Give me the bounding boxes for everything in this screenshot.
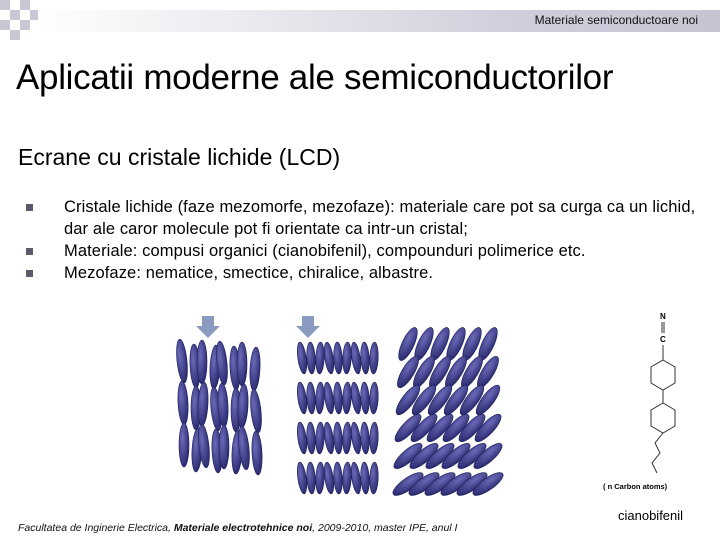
molecule-ellipse [360, 462, 370, 494]
chiral-phase [390, 325, 506, 499]
molecule-ellipse [360, 422, 370, 454]
molecule-ellipse [323, 422, 336, 455]
bullet-item [20, 240, 700, 262]
molecule-ellipse [197, 382, 209, 426]
molecule-ellipse [315, 462, 325, 494]
molecule-ellipse [342, 342, 352, 374]
molecule-ellipse [306, 382, 316, 414]
molecule-ellipse [251, 431, 263, 475]
molecule-ellipse [333, 342, 343, 374]
molecule-ellipse [360, 342, 370, 374]
molecule-ellipse [296, 462, 309, 495]
molecule-ellipse [369, 382, 379, 414]
slide-title: Aplicatii moderne ale semiconductorilor [16, 58, 614, 97]
molecule-ellipse [237, 384, 249, 428]
atom-n-label: N [660, 312, 666, 321]
square-bullet-icon [26, 248, 33, 255]
square-bullet-icon [26, 270, 33, 277]
molecule-ellipse [177, 381, 189, 425]
molecule-ellipse [306, 422, 316, 454]
chain-label: ( n Carbon atoms) [603, 482, 668, 491]
footer-part2: Materiale electrotehnice noi [173, 522, 313, 534]
molecule-ellipse [342, 382, 352, 414]
bullet-text: Cristale lichide (faze mezomorfe, mezofaze): materiale care pot sa curga ca un lichid, dar ale caror molecule pot fi orientate ca intr-un cristal; [64, 198, 696, 238]
molecule-caption: cianobifenil [618, 508, 684, 523]
molecule-ellipse [323, 382, 336, 415]
molecule-ellipse [369, 422, 379, 454]
arrow-down-icon [196, 316, 220, 338]
molecule-ellipse [296, 342, 309, 375]
molecule-ellipse [315, 382, 325, 414]
molecule-ellipse [315, 342, 325, 374]
molecule-ellipse [369, 462, 379, 494]
cyanobiphenyl-structure [600, 305, 690, 500]
molecule-ellipse [315, 422, 325, 454]
molecule-ellipse [237, 342, 247, 386]
atom-c-label: C [660, 335, 666, 344]
smectic-phase [296, 342, 379, 495]
header-text: Materiale semiconductoare noi [534, 13, 698, 27]
molecule-ellipse [296, 382, 309, 415]
bullet-item [20, 196, 700, 240]
mesophase-illustration [170, 316, 630, 504]
molecule-ellipse [350, 422, 363, 455]
footer-part3: , 2009-2010, master IPE, anul I [312, 522, 458, 534]
molecule-ellipse [306, 342, 316, 374]
bullet-list [20, 196, 700, 284]
molecule-ellipse [360, 382, 370, 414]
molecule-ellipse [219, 425, 229, 469]
molecule-ellipse [350, 462, 363, 495]
slide-subtitle: Ecrane cu cristale lichide (LCD) [18, 144, 341, 170]
bullet-text: Mezofaze: nematice, smectice, chiralice, albastre. [64, 264, 434, 282]
bullet-text: Materiale: compusi organici (cianobifenil), compounduri polimerice etc. [64, 242, 586, 260]
molecule-ellipse [333, 422, 343, 454]
molecule-ellipse [323, 342, 336, 375]
molecule-ellipse [333, 462, 343, 494]
footer [18, 522, 457, 534]
molecule-ellipse [179, 423, 189, 467]
molecule-ellipse [175, 339, 190, 384]
molecule-ellipse [350, 342, 363, 375]
molecule-ellipse [249, 347, 261, 391]
molecule-ellipse [333, 382, 343, 414]
arrow-down-icon [296, 316, 320, 338]
molecule-ellipse [350, 382, 363, 415]
nematic-phase [175, 339, 264, 476]
molecule-ellipse [342, 422, 352, 454]
molecule-ellipse [323, 462, 336, 495]
molecule-ellipse [306, 462, 316, 494]
molecule-ellipse [249, 389, 264, 434]
molecule-ellipse [369, 342, 379, 374]
molecule-ellipse [342, 462, 352, 494]
footer-part1: Facultatea de Inginerie Electrica, [18, 522, 174, 534]
bullet-item [20, 262, 700, 284]
molecule-ellipse [296, 422, 309, 455]
molecule-ellipse [197, 340, 207, 384]
square-bullet-icon [26, 204, 33, 211]
